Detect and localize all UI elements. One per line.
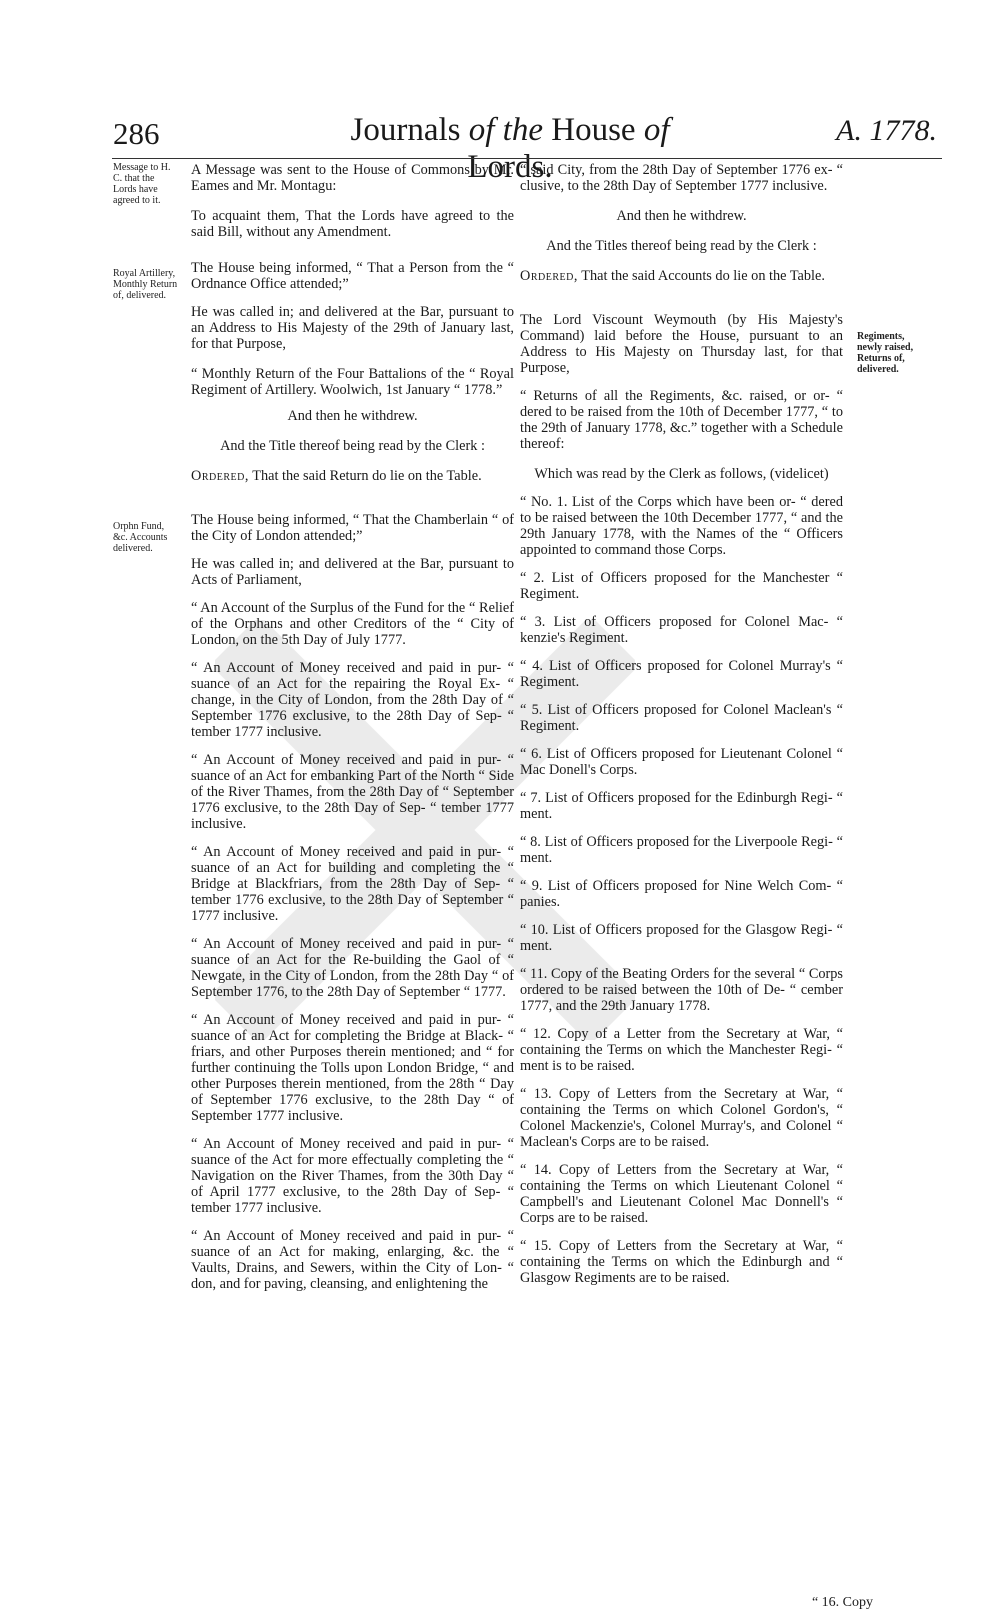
paragraph: “ Monthly Return of the Four Battalions of the “ Royal Regiment of Artillery. Woolwich, 1st January “ 1778.” [191, 366, 514, 398]
paragraph: “ 10. List of Officers proposed for the Glasgow Regi- “ ment. [520, 922, 843, 954]
paragraph: A Message was sent to the House of Commons by Mr. Eames and Mr. Montagu: [191, 162, 514, 194]
paragraph: And the Titles thereof being read by the Clerk : [546, 238, 817, 254]
paragraph: “ An Account of Money received and paid in pur- “ suance of an Act for completing the Bridge at Black- “ friars, and other Purposes therein mentioned; and “ for further continuing the Tolls upon London Bridge, “ and other Purposes therein mentioned, from the 28th “ Day of September 1776 exclusive, to the 28th Day “ of September 1777 inclusive. [191, 1012, 514, 1124]
ordered-label: Ordered, [520, 268, 578, 284]
title-word: of [468, 112, 495, 148]
paragraph: The House being informed, “ That a Person from the “ Ordnance Office attended;” [191, 260, 514, 292]
paragraph: “ said City, from the 28th Day of September 1776 ex- “ clusive, to the 28th Day of September 1777 inclusive. [520, 162, 843, 194]
paragraph: And then he withdrew. [616, 208, 747, 224]
paragraph: “ An Account of the Surplus of the Fund for the “ Relief of the Orphans and other Creditors of the “ City of London, on the 5th Day of July 1777. [191, 600, 514, 648]
paragraph: “ 7. List of Officers proposed for the Edinburgh Regi- “ ment. [520, 790, 843, 822]
margin-note: Message to H. C. that the Lords have agreed to it. [113, 162, 171, 206]
title-word: of [643, 112, 670, 148]
paragraph: “ 5. List of Officers proposed for Colonel Maclean's “ Regiment. [520, 702, 843, 734]
paragraph: “ An Account of Money received and paid in pur- “ suance of an Act for building and completing the “ Bridge at Blackfriars, from the 28th Day of Sep- “ tember 1776 exclusive, to the 28th Day of September “ 1777 inclusive. [191, 844, 514, 924]
order-paragraph [191, 468, 514, 484]
paragraph: “ 3. List of Officers proposed for Colonel Mac- “ kenzie's Regiment. [520, 614, 843, 646]
order-text: That the said Return do lie on the Table. [252, 468, 482, 484]
paragraph: “ 2. List of Officers proposed for the Manchester “ Regiment. [520, 570, 843, 602]
year-label: A. 1778. [836, 114, 937, 147]
title-word: the [502, 112, 543, 148]
paragraph: And the Title thereof being read by the Clerk : [220, 438, 485, 454]
ordered-label: Ordered, [191, 468, 249, 484]
paragraph: “ An Account of Money received and paid in pur- “ suance of an Act for the repairing the Royal Ex- “ change, in the City of London, from the 28th Day of “ September 1776 exclusive, to the 28th Day of Sep- “ tember 1777 inclusive. [191, 660, 514, 740]
paragraph: “ 12. Copy of a Letter from the Secretary at War, “ containing the Terms on which the Manchester Regi- “ ment is to be raised. [520, 1026, 843, 1074]
title-word: House [551, 112, 636, 148]
paragraph: “ Returns of all the Regiments, &c. raised, or or- “ dered to be raised from the 10th of December 1777, “ to the 29th of January 1778, &c.” together with a Schedule thereof: [520, 388, 843, 452]
paragraph: “ 9. List of Officers proposed for Nine Welch Com- “ panies. [520, 878, 843, 910]
paragraph: He was called in; and delivered at the Bar, pursuant to an Address to His Majesty of the 29th of January last, for that Purpose, [191, 304, 514, 352]
paragraph: He was called in; and delivered at the Bar, pursuant to Acts of Parliament, [191, 556, 514, 588]
paragraph: “ 8. List of Officers proposed for the Liverpoole Regi- “ ment. [520, 834, 843, 866]
margin-note: Royal Artillery, Monthly Return of, delivered. [113, 268, 178, 301]
paragraph: The Lord Viscount Weymouth (by His Majesty's Command) laid before the House, pursuant to an Address to His Majesty on Thursday last, for that Purpose, [520, 312, 843, 376]
paragraph: “ 6. List of Officers proposed for Lieutenant Colonel “ Mac Donell's Corps. [520, 746, 843, 778]
paragraph: And then he withdrew. [287, 408, 418, 424]
paragraph: “ 4. List of Officers proposed for Colonel Murray's “ Regiment. [520, 658, 843, 690]
catchword: “ 16. Copy [811, 1595, 873, 1610]
order-paragraph [520, 268, 843, 284]
title-word: Journals [350, 112, 461, 148]
paragraph: Which was read by the Clerk as follows, (videlicet) [534, 466, 829, 482]
header-rule [112, 158, 942, 159]
paragraph: “ 13. Copy of Letters from the Secretary at War, “ containing the Terms on which Colonel Gordon's, “ Colonel Mackenzie's, Colonel Murray's, and Colonel “ Maclean's Corps are to be raised. [520, 1086, 843, 1150]
left-column [191, 160, 514, 1292]
page-number: 286 [113, 116, 160, 151]
paragraph: “ An Account of Money received and paid in pur- “ suance of the Act for more effectually completing the “ Navigation on the River Thames, from the 30th Day “ of April 1777 exclusive, to the 28th Day of Sep- “ tember 1777 inclusive. [191, 1136, 514, 1216]
paragraph: “ An Account of Money received and paid in pur- “ suance of an Act for embanking Part of the North “ Side of the River Thames, from the 28th Day of “ September 1776 exclusive, to the 28th Day of Sep- “ tember 1777 inclusive. [191, 752, 514, 832]
paragraph: The House being informed, “ That the Chamberlain “ of the City of London attended;” [191, 512, 514, 544]
paragraph: “ An Account of Money received and paid in pur- “ suance of an Act for making, enlarging, &c. the “ Vaults, Drains, and Sewers, within the City of Lon- “ don, and for paving, cleansing, and enlightening the [191, 1228, 514, 1292]
paragraph: “ No. 1. List of the Corps which have been or- “ dered to be raised between the 10th December 1777, “ and the 29th January 1778, with the Names of the “ Officers appointed to command those Corps. [520, 494, 843, 558]
right-column [520, 160, 843, 1286]
order-text: That the said Accounts do lie on the Table. [581, 268, 825, 284]
paragraph: “ 11. Copy of the Beating Orders for the several “ Corps ordered to be raised between the 10th of De- “ cember 1777, and the 29th January 1778. [520, 966, 843, 1014]
margin-note: Orphn Fund, &c. Accounts delivered. [113, 521, 168, 554]
margin-note: Regiments, newly raised, Returns of, delivered. [857, 331, 914, 375]
paragraph: “ An Account of Money received and paid in pur- “ suance of an Act for the Re-building the Gaol of “ Newgate, in the City of London, from the 28th Day “ of September 1776, to the 28th Day of September “ 1777. [191, 936, 514, 1000]
paragraph: To acquaint them, That the Lords have agreed to the said Bill, without any Amendment. [191, 208, 514, 240]
title-word: Lords. [467, 149, 553, 185]
paragraph: “ 14. Copy of Letters from the Secretary at War, “ containing the Terms on which Lieutenant Colonel “ Campbell's and Lieutenant Colonel Mac Donnell's “ Corps are to be raised. [520, 1162, 843, 1226]
paragraph: “ 15. Copy of Letters from the Secretary at War, “ containing the Terms on which the Edinburgh and “ Glasgow Regiments are to be raised. [520, 1238, 843, 1286]
